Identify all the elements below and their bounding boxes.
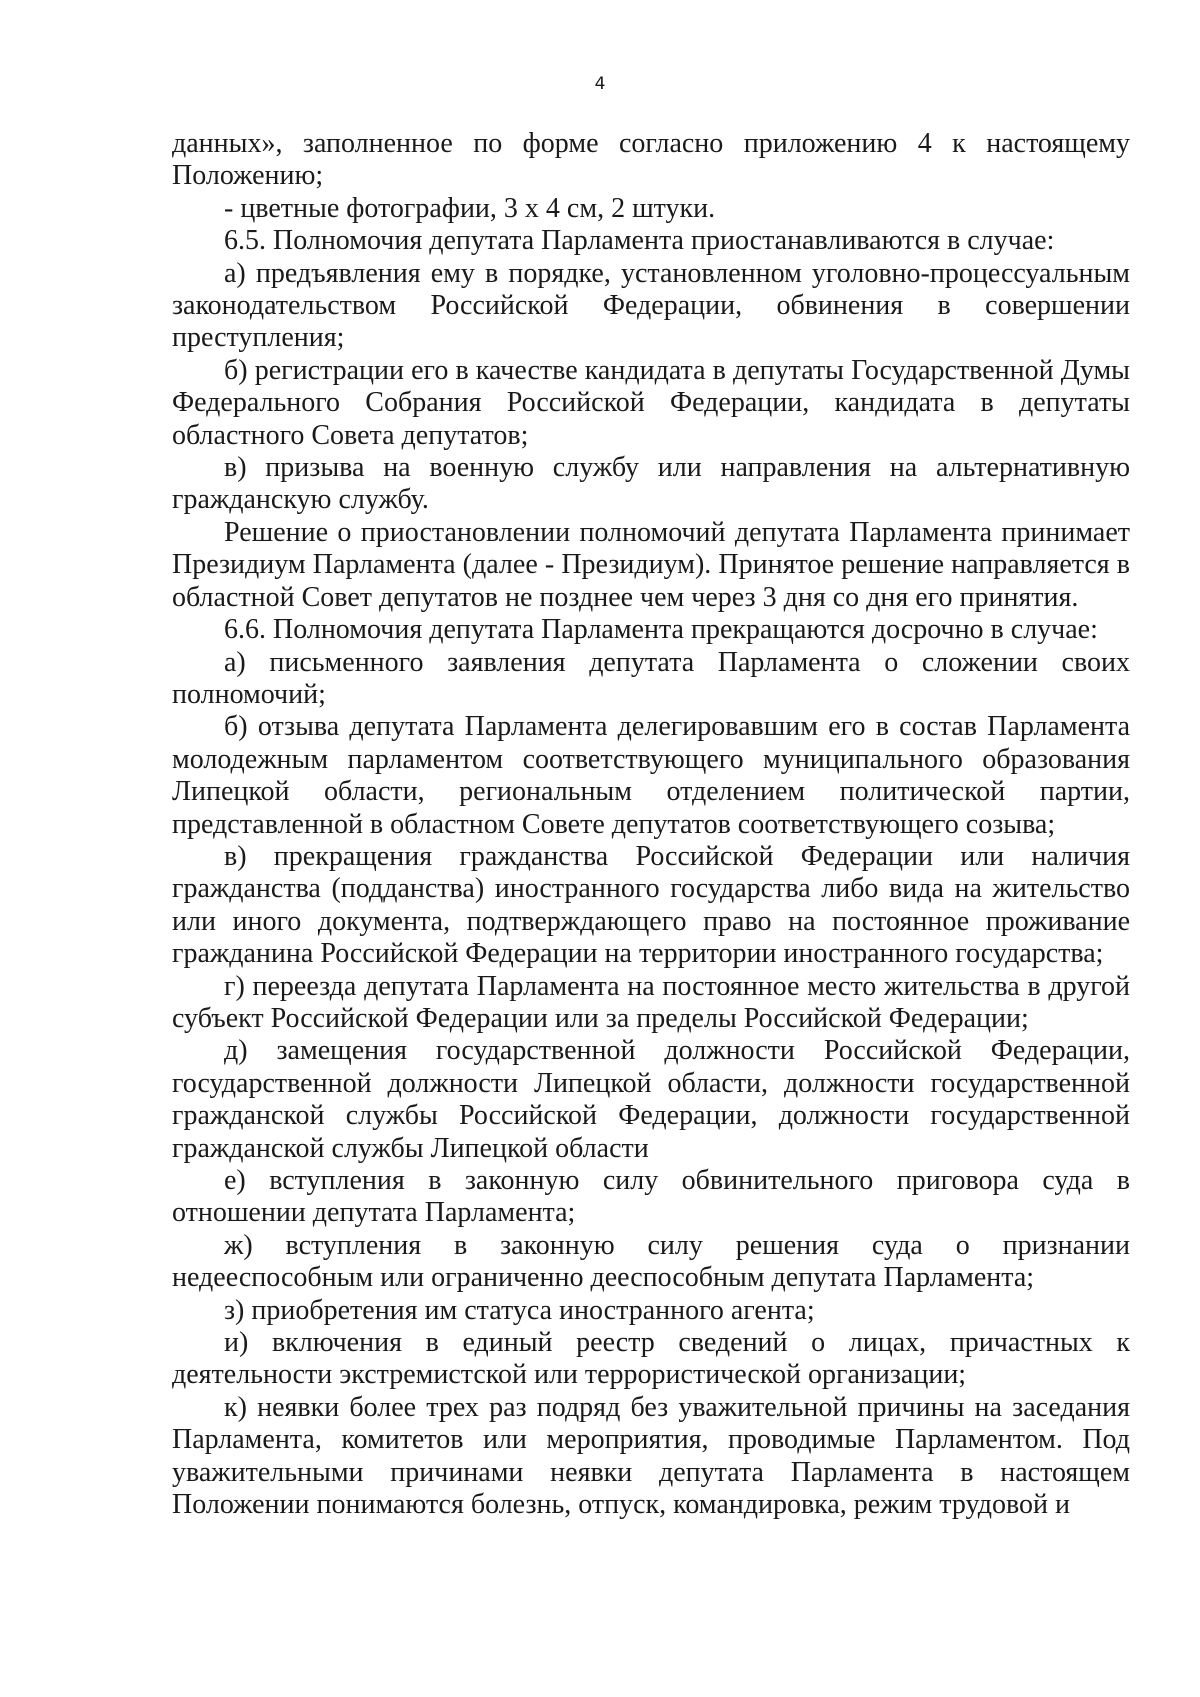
- paragraph-photos: - цветные фотографии, 3 х 4 см, 2 штуки.: [224, 192, 716, 224]
- paragraph-6-6-b: б) отзыва депутата Парламента делегировавшим его в состав Парламента молодежным парламентом соответствующего муниципального образования Липецкой области, региональным отделением политической партии, представленной в областном Совете депутатов соответствующего созыва;: [172, 711, 1130, 840]
- document-body: [172, 128, 1130, 1521]
- page-number: 4: [594, 74, 606, 94]
- paragraph-continuation: данных», заполненное по форме согласно приложению 4 к настоящему Положению;: [172, 128, 1130, 192]
- paragraph-suspension-decision: Решение о приостановлении полномочий депутата Парламента принимает Президиум Парламента (далее - Президиум). Принятое решение направляется в областной Совет депутатов не позднее чем через 3 дня со дня его принятия.: [172, 516, 1130, 613]
- paragraph-6-6-d: д) замещения государственной должности Российской Федерации, государственной должности Липецкой области, должности государственной гражданской службы Российской Федерации, должности государственной гражданской службы Липецкой области: [172, 1035, 1130, 1164]
- paragraph-6-5-v: в) призыва на военную службу или направления на альтернативную гражданскую службу.: [172, 452, 1130, 516]
- paragraph-6-6-g: г) переезда депутата Парламента на постоянное место жительства в другой субъект Российской Федерации или за пределы Российской Федерации;: [172, 970, 1130, 1034]
- paragraph-6-6-z: з) приобретения им статуса иностранного агента;: [224, 1294, 815, 1326]
- paragraph-6-6: 6.6. Полномочия депутата Парламента прекращаются досрочно в случае:: [224, 614, 1098, 646]
- paragraph-6-6-e: е) вступления в законную силу обвинительного приговора суда в отношении депутата Парламента;: [172, 1165, 1130, 1229]
- paragraph-6-6-a: а) письменного заявления депутата Парламента о сложении своих полномочий;: [172, 646, 1130, 710]
- paragraph-6-6-k: к) неявки более трех раз подряд без уважительной причины на заседания Парламента, комитетов или мероприятия, проводимые Парламентом. Под уважительными причинами неявки депутата Парламента в настоящем Положении понимаются болезнь, отпуск, командировка, режим трудовой и: [172, 1391, 1130, 1521]
- paragraph-6-5-b: б) регистрации его в качестве кандидата в депутаты Государственной Думы Федерального Собрания Российской Федерации, кандидата в депутаты областного Совета депутатов;: [172, 354, 1130, 451]
- paragraph-6-5: 6.5. Полномочия депутата Парламента приостанавливаются в случае:: [224, 225, 1055, 257]
- paragraph-6-5-a: а) предъявления ему в порядке, установленном уголовно-процессуальным законодательством Российской Федерации, обвинения в совершении преступления;: [172, 257, 1130, 354]
- paragraph-6-6-zh: ж) вступления в законную силу решения суда о признании недееспособным или ограниченно дееспособным депутата Парламента;: [172, 1229, 1130, 1294]
- paragraph-6-6-v: в) прекращения гражданства Российской Федерации или наличия гражданства (подданства) иностранного государства либо вида на жительство или иного документа, подтверждающего право на постоянное проживание гражданина Российской Федерации на территории иностранного государства;: [172, 840, 1130, 970]
- paragraph-6-6-i: и) включения в единый реестр сведений о лицах, причастных к деятельности экстремистской или террористической организации;: [172, 1327, 1130, 1391]
